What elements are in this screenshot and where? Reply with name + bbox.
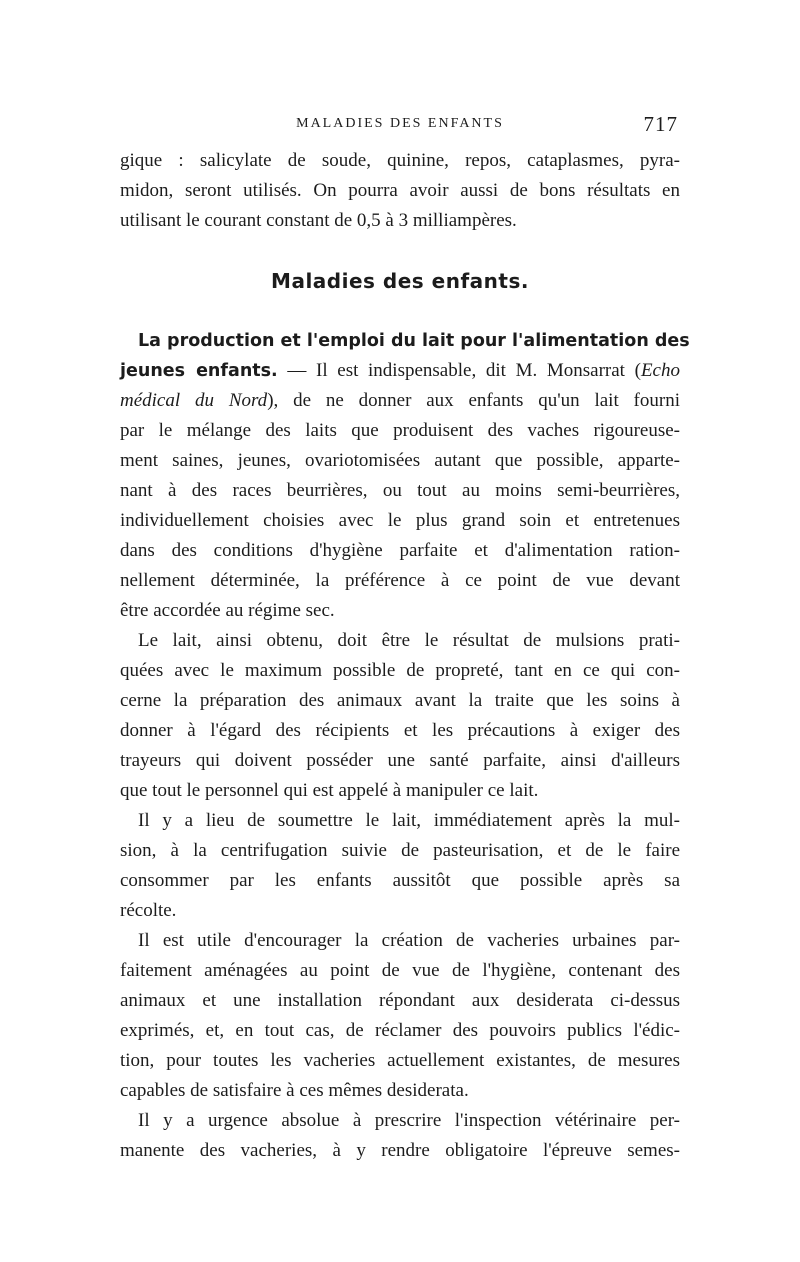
text-run: ), de ne donner aux enfants qu'un lait fourni [267,390,680,411]
text-line: cerne la préparation des animaux avant la traite que les soins à [120,690,680,711]
paragraph [120,806,680,926]
text-line: gique : salicylate de soude, quinine, repos, cataplasmes, pyra- [120,150,680,171]
text-line: Il est utile d'encourager la création de vacheries urbaines par- [138,930,680,951]
text-line: donner à l'égard des récipients et les précautions à exiger des [120,720,680,741]
text-line: trayeurs qui doivent posséder une santé parfaite, ainsi d'ailleurs [120,750,680,771]
text-line: par le mélange des laits que produisent des vaches rigoureuse- [120,420,680,441]
text-line: tion, pour toutes les vacheries actuellement existantes, de mesures [120,1050,680,1071]
text-run: — Il est indispensable, dit M. Monsarrat ( [277,360,641,381]
body-text [120,146,690,1166]
text-line [120,386,680,416]
text-line: dans des conditions d'hygiène parfaite et d'alimentation ration- [120,540,680,561]
article-paragraph [120,326,690,626]
text-line: sion, à la centrifugation suivie de pasteurisation, et de le faire [120,840,680,861]
source-title: médical du Nord [120,390,268,411]
text-line: ment saines, jeunes, ovariotomisées autant que possible, apparte- [120,450,680,471]
source-title: Echo [640,360,680,381]
article-title-line: La production et l'emploi du lait pour l'alimentation des [138,331,690,351]
text-line [120,356,680,386]
text-line: individuellement choisies avec le plus grand soin et entretenues [120,510,680,531]
paragraph [120,1106,680,1166]
text-line: animaux et une installation répondant aux desiderata ci-dessus [120,990,680,1011]
text-line: midon, seront utilisés. On pourra avoir aussi de bons résultats en [120,180,680,201]
text-line: quées avec le maximum possible de propreté, tant en ce qui con- [120,660,680,681]
article-title-end: jeunes enfants. [120,361,278,381]
text-line: que tout le personnel qui est appelé à manipuler ce lait. [120,780,539,801]
text-line: exprimés, et, en tout cas, de réclamer des pouvoirs publics l'édic- [120,1020,680,1041]
text-line: manente des vacheries, à y rendre obligatoire l'épreuve semes- [120,1140,680,1161]
text-line: Il y a lieu de soumettre le lait, immédiatement après la mul- [138,810,680,831]
text-line: nellement déterminée, la préférence à ce point de vue devant [120,570,680,591]
text-line: utilisant le courant constant de 0,5 à 3 milliampères. [120,210,517,231]
paragraph-continued [120,146,680,236]
text-line: consommer par les enfants aussitôt que possible après sa [120,870,680,891]
text-line: Il y a urgence absolue à prescrire l'inspection vétérinaire per- [138,1110,680,1131]
page-number: 717 [643,112,678,136]
text-line: Le lait, ainsi obtenu, doit être le résultat de mulsions prati- [138,630,680,651]
paragraph [120,626,680,806]
text-line: nant à des races beurrières, ou tout au moins semi-beurrières, [120,480,680,501]
section-title: Maladies des enfants. [271,269,529,293]
text-line: capables de satisfaire à ces mêmes desiderata. [120,1080,469,1101]
text-line: faitement aménagées au point de vue de l'hygiène, contenant des [120,960,680,981]
running-title: MALADIES DES ENFANTS [296,116,504,131]
text-line: être accordée au régime sec. [120,600,335,621]
text-line: récolte. [120,900,177,921]
running-head [120,112,680,136]
paragraph [120,926,680,1106]
